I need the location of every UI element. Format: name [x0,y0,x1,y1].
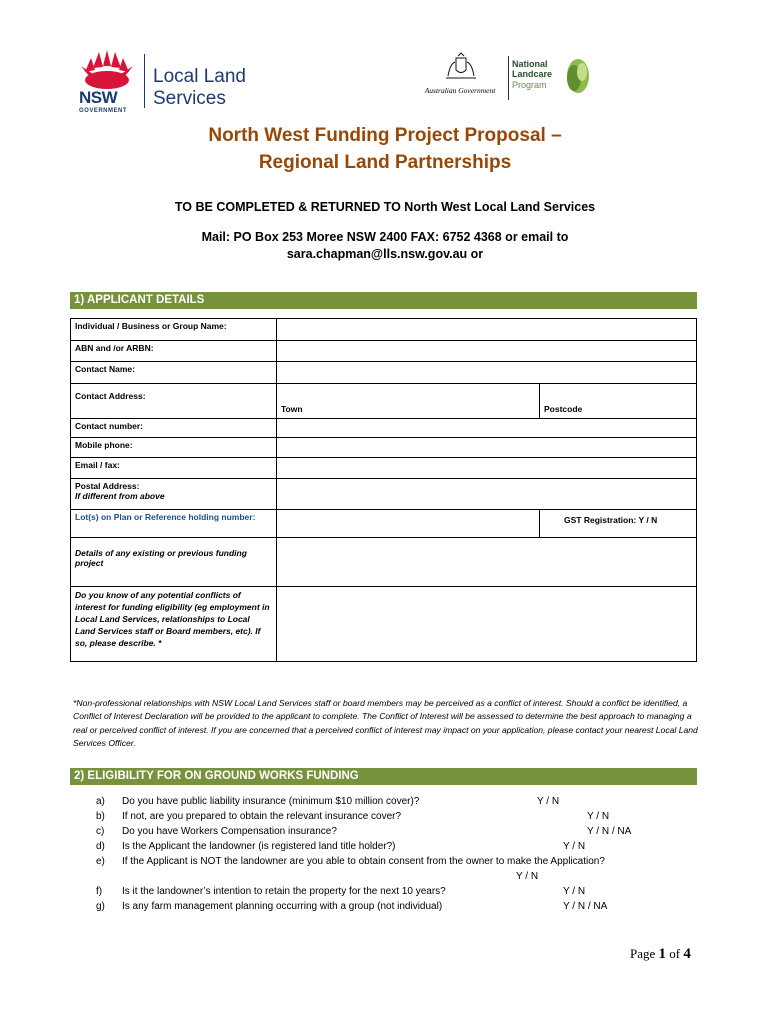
return-instructions: TO BE COMPLETED & RETURNED TO North West Local Land Services [174,200,596,214]
funding-details-label: Details of any existing or previous funding project [71,538,277,587]
address-street-area[interactable] [277,384,539,402]
contact-address-label: Contact Address: [71,384,277,419]
name-label: Individual / Business or Group Name: [71,319,277,341]
question-letter: f) [96,886,103,897]
section-eligibility-heading: 2) ELIGIBILITY FOR ON GROUND WORKS FUNDING [70,768,697,785]
question-text: Is any farm management planning occurring with a group (not individual) [122,901,443,912]
agency-name-line1: Local Land [153,66,246,87]
answer-options[interactable]: Y / N [563,841,586,852]
postal-address-text: Postal Address: [75,481,140,491]
address-street-area-right[interactable] [540,384,696,402]
nlp-line3: Program [512,80,547,90]
nsw-local-land-services-logo [75,48,265,114]
contact-name-field[interactable] [277,362,697,384]
answer-options[interactable]: Y / N / NA [563,901,608,912]
coat-of-arms-icon [444,52,478,82]
postal-address-note: If different from above [75,491,165,501]
address-town-field[interactable] [277,384,540,419]
question-letter: b) [96,811,105,822]
conflicts-label: Do you know of any potential conflicts of interest for funding eligibility (eg employment in Local Land Services, relationships to Local Land Services staff or Board members, etc). If so, please describe. * [71,587,277,662]
postcode-label: Postcode [544,404,583,414]
title-line1: North West Funding Project Proposal – [208,125,562,146]
funding-details-field[interactable] [277,538,697,587]
contact-name-label: Contact Name: [71,362,277,384]
page-word: Page [630,946,656,961]
logo-divider [508,56,509,100]
answer-options[interactable]: Y / N [563,886,586,897]
abn-label: ABN and /or ARBN: [71,341,277,362]
mail-line2: sara.chapman@lls.nsw.gov.au or [286,247,484,261]
abn-field[interactable] [277,341,697,362]
mail-instructions [0,229,770,263]
agency-name-line2: Services [153,88,226,109]
conflict-of-interest-note: *Non-professional relationships with NSW Local Land Services staff or board members may be perceived as a conflict of interest. Should a conflict be identified, a Conflict of Interest Declaration will be provided to the applicant to complete. The Conflict of Interest will be assessed to determine the best approach to managing a real or perceived conflict of interest. If you are concerned that a perceived conflict of interest may impact on your application, please contact your nearest Local Land Services Officer. [73,698,698,749]
postcode-field[interactable] [540,384,697,419]
page-current: 1 [658,946,667,962]
name-field[interactable] [277,319,697,341]
postal-address-field[interactable] [277,479,697,510]
nsw-wordmark: NSW [79,88,118,107]
logo-divider [144,54,145,108]
question-letter: e) [96,856,105,867]
contact-number-label: Contact number: [71,419,277,438]
lot-label: Lot(s) on Plan or Reference holding number: [71,510,277,538]
australian-government-logo [418,52,502,100]
government-label: GOVERNMENT [79,108,128,114]
question-text: If the Applicant is NOT the landowner are you able to obtain consent from the owner to make the Application? [122,856,605,867]
email-field[interactable] [277,458,697,479]
question-text: Do you have Workers Compensation insurance? [122,826,337,837]
gst-registration-field[interactable] [540,510,697,538]
leaf-icon [562,56,592,96]
answer-options[interactable]: Y / N / NA [587,826,632,837]
mobile-field[interactable] [277,438,697,458]
town-label: Town [281,404,303,414]
email-label: Email / fax: [71,458,277,479]
page-total: 4 [683,946,691,962]
answer-options[interactable]: Y / N [537,796,560,807]
question-letter: c) [96,826,105,837]
question-text: Is the Applicant the landowner (is registered land title holder?) [122,841,396,852]
question-letter: d) [96,841,105,852]
question-letter: g) [96,901,105,912]
postal-address-label [71,479,277,510]
answer-options[interactable]: Y / N [516,871,539,882]
mail-line1: Mail: PO Box 253 Moree NSW 2400 FAX: 6752 4368 or email to [201,230,569,244]
section-applicant-details-heading: 1) APPLICANT DETAILS [70,292,697,309]
conflicts-field[interactable] [277,587,697,662]
national-landcare-program-logo [512,56,592,96]
question-text: Do you have public liability insurance (minimum $10 million cover)? [122,796,420,807]
page-title [0,122,770,176]
answer-options[interactable]: Y / N [587,811,610,822]
contact-number-field[interactable] [277,419,697,438]
question-text: If not, are you prepared to obtain the relevant insurance cover? [122,811,402,822]
nlp-label [512,59,552,79]
page-of: of [669,946,681,961]
applicant-details-table [70,318,697,662]
nlp-line1: National [512,59,548,69]
waratah-icon [77,50,137,90]
lot-field[interactable] [277,510,540,538]
australian-government-label: Australian Government [424,86,496,95]
mobile-label: Mobile phone: [71,438,277,458]
title-line2: Regional Land Partnerships [258,152,512,173]
question-text: Is it the landowner’s intention to retain the property for the next 10 years? [122,886,446,897]
gst-registration-label: GST Registration: Y / N [564,515,658,525]
question-letter: a) [96,796,105,807]
page-number [630,946,691,963]
nlp-line2: Landcare [512,69,553,79]
